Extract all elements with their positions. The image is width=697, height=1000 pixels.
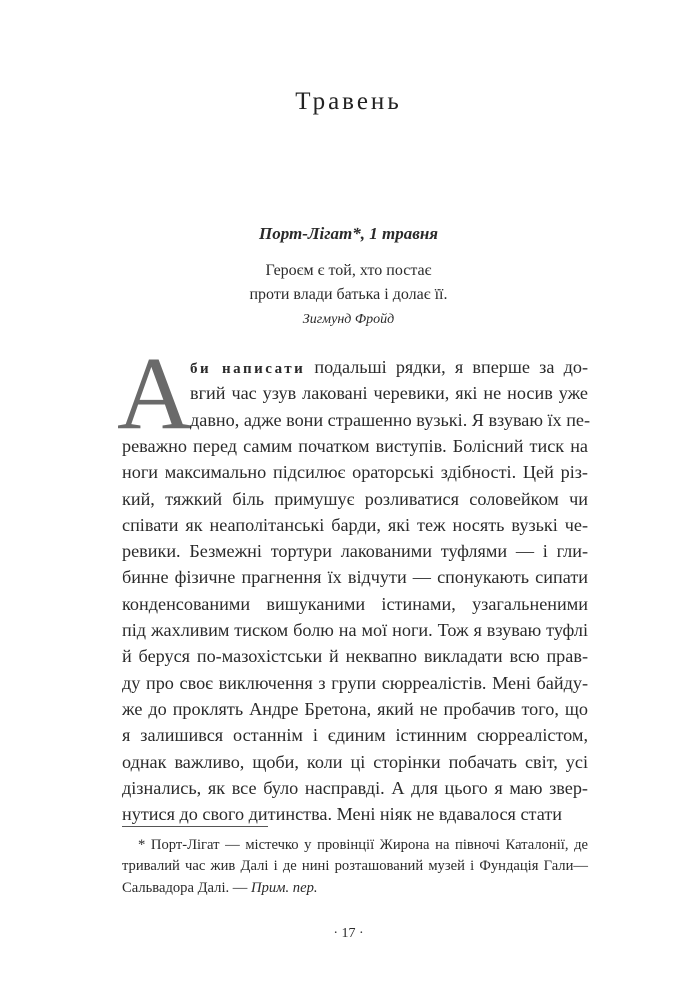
translator-note-label: Прим. пер. <box>251 880 318 896</box>
body-line: бинне фізичне прагнення їх відчути — спонукають сипати <box>122 567 588 588</box>
body-line: дізнались, як все було насправді. А для цього я маю звер- <box>122 777 588 798</box>
epigraph-line: проти влади батька і долає її. <box>249 286 448 303</box>
body-line: й беруся по-мазохістськи й неквапно викладати всю прав- <box>122 646 588 667</box>
body-line: вгий час узув лаковані черевики, які не носив уже <box>190 383 588 404</box>
body-line: під жахливим тиском болю на мої ноги. Тож я взуваю туфлі <box>122 620 588 640</box>
footnote-line: тривалий час жив Далі і де нині розташований музей і Фундація Гали— <box>122 858 588 874</box>
epigraph-author: Зигмунд Фройд <box>302 312 395 327</box>
body-line <box>190 357 588 379</box>
section-heading: Порт-Лігат*, 1 травня <box>258 224 439 243</box>
footnote-line: * Порт-Лігат — містечко у провінції Жирона на півночі Каталонії, де <box>138 837 588 853</box>
body-line: нутися до свого дитинства. Мені ніяк не вдавалося стати <box>122 804 562 825</box>
body-line: я залишився останнім і єдиним істинним сюрреалістом, <box>122 725 588 746</box>
epigraph-line: Героєм є той, хто постає <box>265 262 432 279</box>
body-line: однак важливо, щоби, коли ці сторінки побачать світ, усі <box>122 751 588 772</box>
chapter-title: Травень <box>295 88 402 115</box>
body-line: давно, адже вони страшенно вузькі. Я взуваю їх пе- <box>190 409 591 430</box>
page-number: · 17 · <box>333 926 364 941</box>
body-line: же до проклять Андре Бретона, який не пробачив того, що <box>122 698 588 719</box>
body-line: ноги максимально підсилює ораторські здібності. Цей різ- <box>122 462 588 483</box>
body-text: подальші рядки, я вперше за до- <box>314 357 588 377</box>
footnote-divider <box>122 826 268 827</box>
body-line: конденсованими вишуканими істинами, узагальненими <box>122 593 588 614</box>
body-line: реважно перед самим початком виступів. Болісний тиск на <box>122 435 588 456</box>
drop-cap: А <box>117 336 193 451</box>
footnote-line <box>122 880 588 897</box>
body-line: кий, тяжкий біль примушує розливатися соловейком чи <box>122 488 588 509</box>
body-line: співати як неаполітанські барди, які теж носять вузькі че- <box>122 514 588 535</box>
body-line: ду про своє виключення з групи сюрреалістів. Мені байду- <box>122 672 588 693</box>
footnote-text: Сальвадора Далі. — <box>122 880 252 896</box>
lead-in-small-caps: би написати <box>190 361 306 377</box>
body-line: ревики. Безмежні тортури лакованими туфлями — і гли- <box>122 541 588 562</box>
